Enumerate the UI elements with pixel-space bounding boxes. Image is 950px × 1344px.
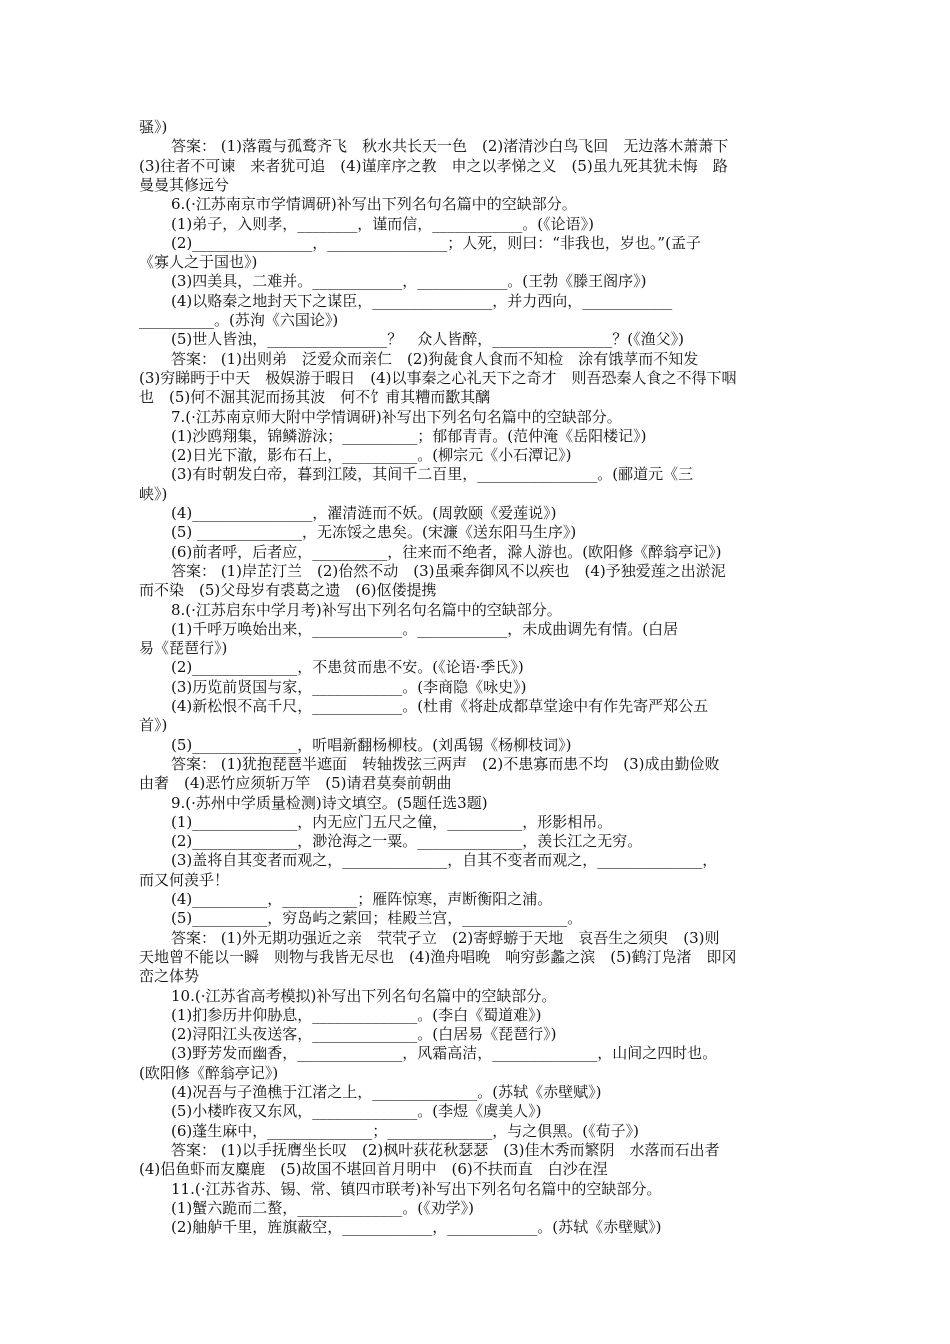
text-line: 答案： (1)犹抱琵琶半遮面 转轴拨弦三两声 (2)不患寡而患不均 (3)成由勤俭败 — [171, 754, 720, 773]
text-line: 答案： (1)外无期功强近之亲 茕茕孑立 (2)寄蜉蝣于天地 哀吾生之须臾 (3)则 — [171, 928, 720, 947]
text-line: (5) ______________，无冻馁之患矣。(宋濂《送东阳马生序》) — [171, 523, 577, 542]
text-line: 10.(·江苏省高考模拟)补写出下列名句名篇中的空缺部分。 — [171, 986, 557, 1005]
text-line: (4)况吾与子渔樵于江渚之上，______________。(苏轼《赤壁赋》) — [171, 1083, 602, 1101]
text-line: 答案： (1)岸芷汀兰 (2)佁然不动 (3)虽乘奔御风不以疾也 (4)予独爱莲之出淤泥 — [171, 561, 726, 580]
text-line: (3)穷睇眄于中天 极娱游于暇日 (4)以事秦之心礼天下之奇才 则吾恐秦人食之不得下咽 — [139, 368, 737, 387]
text-line: 8.(·江苏启东中学月考)补写出下列名句名篇中的空缺部分。 — [171, 600, 562, 619]
text-line: (3)历览前贤国与家，____________。(李商隐《咏史》) — [171, 677, 527, 696]
text-line: 峡》) — [139, 484, 168, 503]
text-line: 曼曼其修远兮 — [139, 175, 230, 194]
text-line: (1)沙鸥翔集，锦鳞游泳；__________；郁郁青青。(范仲淹《岳阳楼记》) — [171, 426, 647, 445]
text-line: (5)__________，穷岛屿之萦回；桂殿兰宫，______________。 — [171, 909, 583, 928]
text-line: (2)______________，渺沧海之一粟。______________，羡长江之无穷。 — [171, 832, 643, 851]
text-line: (3)盖将自其变者而观之，______________，自其不变者而观之，______________， — [171, 851, 718, 870]
text-line: (2)________________，________________；人死，则曰：“非我也，岁也。”(孟子 — [171, 233, 701, 252]
text-line: 骚》) — [139, 118, 168, 136]
text-line: (1)弟子，入则孝，________，谨而信，____________。(《论语》) — [171, 214, 594, 233]
text-line: 答案： (1)落霞与孤鹜齐飞 秋水共长天一色 (2)渚清沙白鸟飞回 无边落木萧萧下 — [171, 137, 729, 156]
text-line: (2)______________，不患贫而患不安。(《论语·季氏》) — [171, 658, 524, 677]
text-line: 7.(·江苏南京师大附中学情调研)补写出下列名句名篇中的空缺部分。 — [171, 407, 622, 426]
text-line: (2)舳舻千里，旌旗蔽空，____________，____________。(苏轼《赤壁赋》) — [171, 1218, 662, 1237]
text-line: (1)千呼万唤始出来，____________。____________，未成曲调先有情。(白居 — [171, 619, 679, 638]
text-line: 《寡人之于国也》) — [139, 253, 258, 272]
text-line: (欧阳修《醉翁亭记》) — [139, 1063, 279, 1082]
text-line: 9.(·苏州中学质量检测)诗文填空。(5题任选3题) — [171, 793, 488, 812]
text-line: 也 (5)何不淈其泥而扬其波 何不饣甫其糟而歠其醨 — [139, 388, 491, 407]
text-line: (1)______________，内无应门五尺之僮，__________，形影相吊。 — [171, 812, 613, 831]
text-line: (3)往者不可谏 来者犹可追 (4)谨庠序之教 申之以孝悌之义 (5)虽九死其犹未悔 路 — [139, 156, 728, 175]
text-line: (3)野芳发而幽香，______________，风霜高洁，______________，山间之四时也。 — [171, 1044, 718, 1063]
text-line: (6)前者呼，后者应，__________，往来而不绝者，滁人游也。(欧阳修《醉翁亭记》) — [171, 542, 722, 561]
text-line: 6.(·江苏南京市学情调研)补写出下列名句名篇中的空缺部分。 — [171, 195, 577, 214]
text-line: (4)________________，濯清涟而不妖。(周敦颐《爱莲说》) — [171, 504, 557, 522]
text-line: 答案： (1)以手抚膺坐长叹 (2)枫叶荻花秋瑟瑟 (3)佳木秀而繁阴 水落而石出者 — [171, 1140, 720, 1159]
text-line: 11.(·江苏省苏、锡、常、镇四市联考)补写出下列名句名篇中的空缺部分。 — [171, 1179, 662, 1198]
text-line: (5)______________，听唱新翻杨柳枝。(刘禹锡《杨柳枝词》) — [171, 735, 572, 754]
text-line: (2)日光下澈，影布石上，__________。(柳宗元《小石潭记》) — [171, 446, 572, 465]
text-line: (1)蟹六跪而二螯，______________。(《劝学》) — [171, 1198, 474, 1217]
text-line: __________。(苏洵《六国论》) — [139, 311, 339, 329]
text-line: 答案： (1)出则弟 泛爱众而亲仁 (2)狗彘食人食而不知检 涂有饿莩而不知发 — [171, 349, 699, 368]
text-line: (1)扪参历井仰胁息，______________。(李白《蜀道难》) — [171, 1005, 542, 1024]
text-line: (4)新松恨不高千尺，____________。(杜甫《将赴成都草堂途中有作先寄严郑公五 — [171, 697, 709, 715]
text-line: (3)四美具，二难并。____________，____________。(王勃《滕王阁序》) — [171, 272, 647, 291]
text-line: (3)有时朝发白帝，暮到江陵，其间千二百里，________________。(郦道元《三 — [171, 465, 694, 484]
text-line: (2)浔阳江头夜送客，______________。(白居易《琵琶行》) — [171, 1025, 557, 1044]
text-line: (4)侣鱼虾而友麋鹿 (5)故国不堪回首月明中 (6)不扶而直 白沙在涅 — [139, 1160, 608, 1179]
text-line: 而不染 (5)父母岁有裘葛之遗 (6)伛偻提携 — [139, 581, 437, 600]
text-line: 由奢 (4)恶竹应须斩万竿 (5)请君莫奏前朝曲 — [139, 774, 452, 793]
text-line: 而又何羡乎！ — [139, 870, 230, 889]
text-line: 天地曾不能以一瞬 则物与我皆无尽也 (4)渔舟唱晚 响穷彭蠡之滨 (5)鹤汀凫渚 即冈 — [139, 947, 737, 966]
text-line: (5)世人皆浊，________________？ 众人皆醉，________________？(《渔父》) — [171, 330, 684, 349]
text-line: (4)__________，__________；雁阵惊寒，声断衡阳之浦。 — [171, 890, 553, 908]
text-line: 易《琵琶行》) — [139, 639, 228, 658]
text-line: 首》) — [139, 716, 168, 735]
text-line: (4)以赂秦之地封天下之谋臣，________________，并力西向，____________ — [171, 291, 673, 310]
text-line: (5)小楼昨夜又东风，______________。(李煜《虞美人》) — [171, 1102, 542, 1121]
text-line: (6)蓬生麻中，______________；______________，与之俱黑。(《荀子》) — [171, 1121, 639, 1140]
text-line: 峦之体势 — [139, 967, 200, 986]
